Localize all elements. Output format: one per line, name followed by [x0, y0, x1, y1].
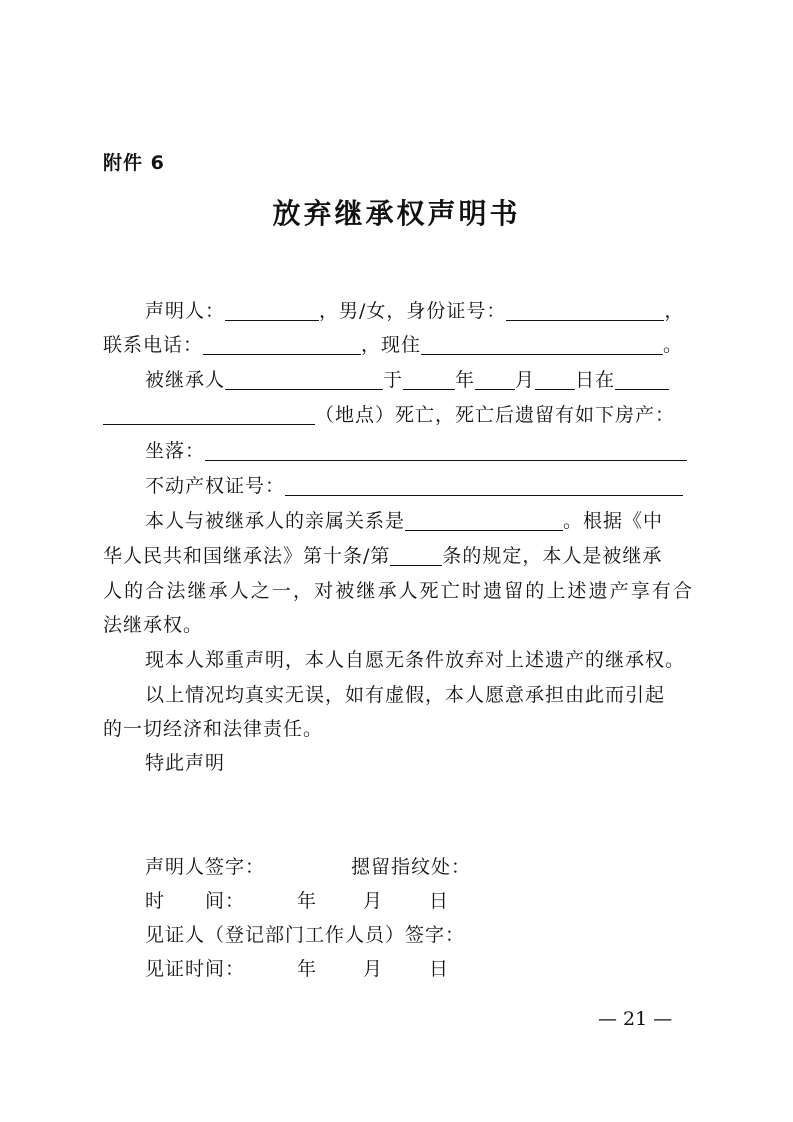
body-text-line: 法继承权。	[103, 614, 204, 636]
decedent-line: 被继承人 于 年 月 日在	[103, 365, 735, 392]
article-number-blank[interactable]	[390, 545, 442, 566]
decedent-name-blank[interactable]	[225, 369, 383, 390]
location-line	[103, 436, 735, 463]
fingerprint-label: 摁留指纹处：	[351, 856, 472, 878]
document-title: 放弃继承权声明书	[272, 197, 521, 230]
witness-time-label: 见证时间：	[145, 958, 246, 980]
name-blank[interactable]	[225, 300, 319, 321]
death-day-blank[interactable]	[535, 369, 575, 390]
page-number: — 21 —	[598, 1008, 673, 1030]
death-place-line: （地点）死亡，死亡后遗留有如下房产：	[103, 400, 693, 427]
address-label: ，现住	[361, 334, 422, 356]
law-article-line: 华人民共和国继承法》第十条/第 条的规定，本人是被继承	[103, 545, 663, 567]
body-text-line: 的一切经济和法律责任。	[103, 718, 324, 740]
death-place-blank-1[interactable]	[615, 369, 669, 390]
id-number-blank[interactable]	[506, 300, 664, 321]
declarant-label: 声明人：	[145, 300, 226, 322]
death-year-blank[interactable]	[403, 369, 455, 390]
property-cert-blank[interactable]	[285, 475, 683, 496]
witness-sign-label: 见证人（登记部门工作人员）签字：	[145, 924, 466, 946]
witness-date-line: 见证时间： 年 月 日	[145, 958, 450, 980]
body-text-line: 人的合法继承人之一，对被继承人死亡时遗留的上述遗产享有合	[103, 580, 693, 602]
gender-id-label: ，男/女，身份证号：	[319, 300, 507, 322]
declarant-line: 声明人： ，男/女，身份证号： ，	[145, 300, 685, 322]
body-text-line: 现本人郑重声明，本人自愿无条件放弃对上述遗产的继承权。	[145, 649, 686, 671]
attachment-label: 附件 6	[103, 152, 165, 174]
death-place-blank-2[interactable]	[103, 404, 315, 425]
location-label: 坐落：	[145, 440, 206, 462]
property-cert-label: 不动产权证号：	[145, 475, 286, 497]
contact-line: 联系电话： ，现住 。	[103, 334, 684, 356]
time-label: 时 间：	[145, 890, 246, 912]
body-text-line: 以上情况均真实无误，如有虚假，本人愿意承担由此而引起	[145, 684, 666, 706]
address-blank[interactable]	[421, 334, 663, 355]
death-month-blank[interactable]	[475, 369, 515, 390]
phone-label: 联系电话：	[103, 334, 204, 356]
phone-blank[interactable]	[203, 334, 361, 355]
closing-statement: 特此声明	[145, 752, 226, 774]
relation-blank[interactable]	[405, 510, 563, 531]
location-blank[interactable]	[205, 440, 687, 461]
relation-line: 本人与被继承人的亲属关系是 。根据《中	[145, 510, 664, 532]
property-cert-line	[103, 471, 735, 498]
sign-date-line: 时 间： 年 月 日	[145, 890, 450, 912]
decedent-label: 被继承人	[145, 369, 226, 391]
signature-line	[103, 852, 735, 879]
witness-sign-line	[103, 920, 735, 947]
declarant-sign-label: 声明人签字：	[145, 856, 266, 878]
